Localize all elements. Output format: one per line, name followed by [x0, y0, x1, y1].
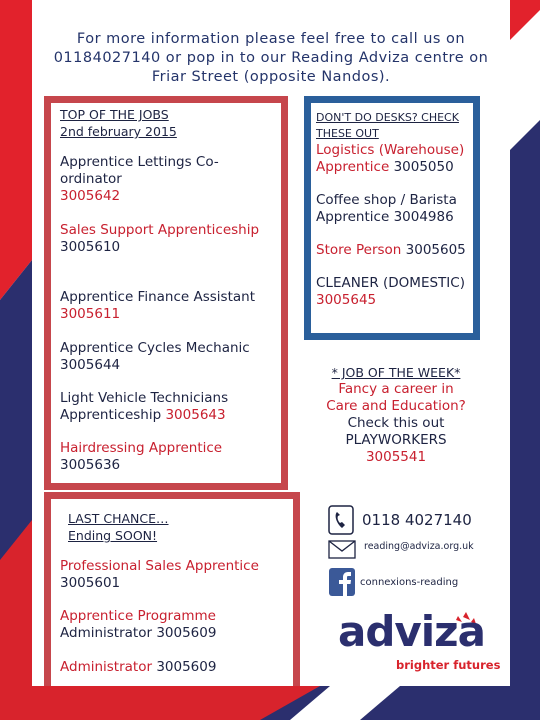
desks-heading: DON'T DO DESKS? CHECK THESE OUT	[316, 111, 459, 140]
facebook-icon[interactable]	[329, 568, 355, 596]
job-listing[interactable]: Apprentice Finance Assistant 3005611	[60, 289, 255, 322]
intro-line: 01184027140 or pop in to our Reading Adviza centre on	[53, 50, 489, 66]
intro-line: For more information please feel free to call us on	[76, 31, 466, 47]
job-of-week-heading: * JOB OF THE WEEK*	[331, 365, 461, 380]
job-listing[interactable]: Administrator 3005609	[60, 659, 217, 675]
job-of-week[interactable]: * JOB OF THE WEEK* Fancy a career in Care and Education? Check this out PLAYWORKERS 3005541	[306, 364, 486, 466]
job-listing[interactable]: Apprentice Cycles Mechanic 3005644	[60, 340, 250, 373]
job-listing[interactable]: Sales Support Apprenticeship 3005610	[60, 222, 260, 255]
phone-number[interactable]: 0118 4027140	[362, 511, 472, 529]
intro-text	[32, 30, 510, 87]
intro-line: Friar Street (opposite Nandos).	[151, 69, 391, 85]
adviza-logo: adviza	[338, 607, 485, 656]
facebook-handle[interactable]: connexions-reading	[360, 577, 459, 588]
job-listing[interactable]: Coffee shop / Barista Apprentice 3004986	[316, 192, 457, 225]
job-listing[interactable]: Store Person 3005605	[316, 242, 466, 258]
job-listing[interactable]: Apprentice Lettings Co- ordinator 3005642	[60, 154, 219, 204]
phone-icon[interactable]	[328, 505, 354, 535]
envelope-icon[interactable]	[328, 538, 356, 560]
job-listing[interactable]: Logistics (Warehouse) Apprentice 3005050	[316, 142, 465, 175]
top-jobs-heading: TOP OF THE JOBS 2nd february 2015	[60, 107, 177, 139]
email-address[interactable]: reading@adviza.org.uk	[364, 541, 474, 552]
last-chance-heading: LAST CHANCE… Ending SOON!	[68, 511, 169, 543]
job-listing[interactable]: Apprentice Programme Administrator 3005609	[60, 608, 217, 641]
job-listing[interactable]: CLEANER (DOMESTIC) 3005645	[316, 275, 465, 308]
job-listing[interactable]: Light Vehicle Technicians Apprenticeship 3005643	[60, 390, 229, 423]
job-listing[interactable]: Professional Sales Apprentice 3005601	[60, 558, 259, 591]
adviza-tagline: brighter futures	[396, 658, 501, 672]
job-listing[interactable]: Hairdressing Apprentice 3005636	[60, 440, 223, 473]
